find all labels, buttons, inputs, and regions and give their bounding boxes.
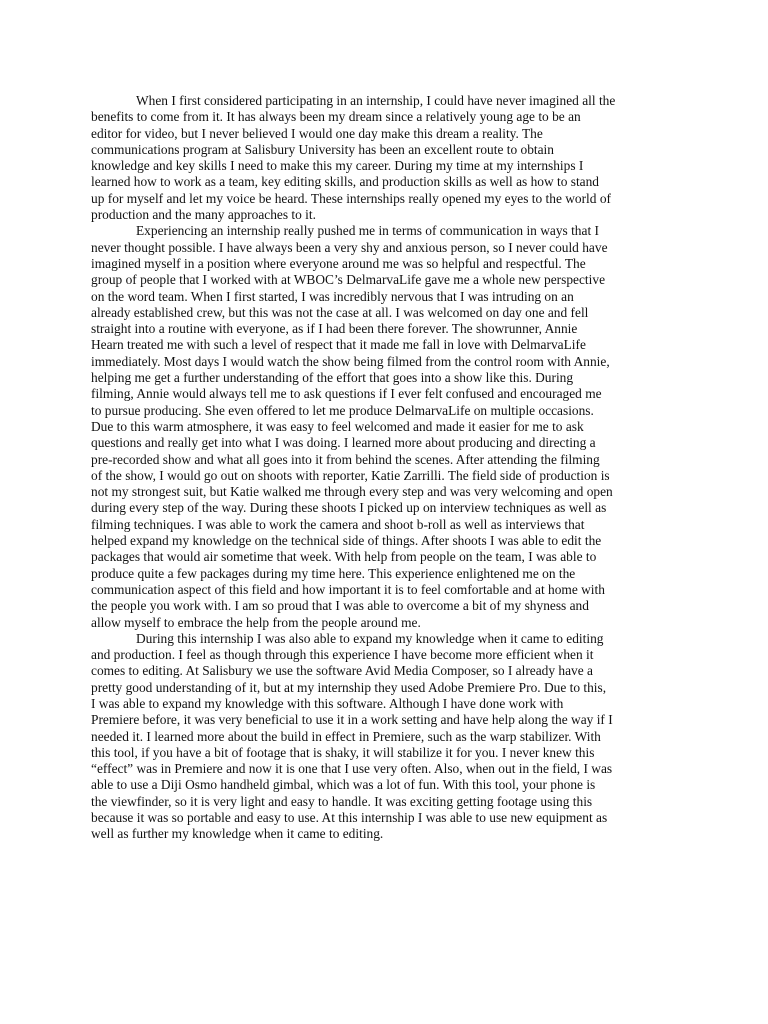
text-line: packages that would air sometime that week. With help from people on the team, I was able to — [91, 549, 597, 565]
text-line: Due to this warm atmosphere, it was easy to feel welcomed and made it easier for me to ask — [91, 418, 584, 434]
text-line: straight into a routine with everyone, as if I had been there forever. The showrunner, Annie — [91, 321, 578, 337]
text-line: not my strongest suit, but Katie walked me through every step and was very welcoming and open — [91, 484, 613, 500]
paragraph-first-line: When I first considered participating in an internship, I could have never imagined all the — [136, 93, 616, 108]
text-line: to pursue producing. She even offered to let me produce DelmarvaLife on multiple occasions. — [91, 402, 594, 418]
text-line: up for myself and let my voice be heard. These internships really opened my eyes to the world of — [91, 190, 611, 206]
text-line: during every step of the way. During these shoots I picked up on interview techniques as well as — [91, 500, 607, 516]
text-line: comes to editing. At Salisbury we use the software Avid Media Composer, so I already have a — [91, 663, 593, 679]
text-line: helped expand my knowledge on the technical side of things. After shoots I was able to edit the — [91, 533, 602, 549]
text-line: pre-recorded show and what all goes into it from behind the scenes. After attending the filming — [91, 451, 600, 467]
text-line: communications program at Salisbury University has been an excellent route to obtain — [91, 141, 554, 157]
text-line: I was able to expand my knowledge with this software. Although I have done work with — [91, 695, 564, 711]
text-line: communication aspect of this field and how important it is to feel comfortable and at home with — [91, 581, 605, 597]
text-line: never thought possible. I have always been a very shy and anxious person, so I never could have — [91, 239, 608, 255]
text-line: helping me get a further understanding of the effort that goes into a show like this. During — [91, 370, 574, 386]
text-line: the people you work with. I am so proud that I was able to overcome a bit of my shyness and — [91, 598, 589, 614]
text-line: on the word team. When I first started, I was incredibly nervous that I was intruding on an — [91, 288, 574, 304]
text-line: able to use a Diji Osmo handheld gimbal, which was a lot of fun. With this tool, your phone is — [91, 777, 596, 793]
text-line: production and the many approaches to it. — [91, 207, 316, 223]
text-line: allow myself to embrace the help from the people around me. — [91, 614, 421, 630]
text-line: Hearn treated me with such a level of respect that it made me fall in love with DelmarvaLife — [91, 337, 586, 353]
text-line: of the show, I would go out on shoots with reporter, Katie Zarrilli. The field side of production is — [91, 467, 610, 483]
essay-body — [91, 93, 691, 843]
text-line: editor for video, but I never believed I would one day make this dream a reality. The — [91, 125, 543, 141]
text-line: immediately. Most days I would watch the show being filmed from the control room with Annie, — [91, 353, 610, 369]
paragraph-first-line: During this internship I was also able to expand my knowledge when it came to editing — [136, 630, 604, 646]
text-line: “effect” was in Premiere and now it is one that I use very often. Also, when out in the field, I was — [91, 761, 613, 777]
text-line: produce quite a few packages during my time here. This experience enlightened me on the — [91, 565, 576, 581]
text-line: pretty good understanding of it, but at my internship they used Adobe Premiere Pro. Due to this, — [91, 679, 607, 695]
text-line: knowledge and key skills I need to make this my career. During my time at my internships I — [91, 158, 584, 174]
text-line: Premiere before, it was very beneficial to use it in a work setting and have help along the way if I — [91, 712, 613, 728]
text-line: the viewfinder, so it is very light and easy to handle. It was exciting getting footage using this — [91, 793, 593, 809]
text-line: well as further my knowledge when it came to editing. — [91, 826, 384, 842]
text-line: filming techniques. I was able to work the camera and shoot b-roll as well as interviews that — [91, 516, 585, 532]
text-line: and production. I feel as though through this experience I have become more efficient when it — [91, 647, 594, 663]
text-line: because it was so portable and easy to use. At this internship I was able to use new equipment as — [91, 810, 608, 826]
text-line: benefits to come from it. It has always been my dream since a relatively young age to be an — [91, 109, 581, 125]
text-line: already established crew, but this was not the case at all. I was welcomed on day one and fell — [91, 304, 589, 320]
text-line: questions and really get into what I was doing. I learned more about producing and directing a — [91, 435, 596, 451]
text-line: needed it. I learned more about the build in effect in Premiere, such as the warp stabilizer. With — [91, 728, 601, 744]
paragraph-first-line: Experiencing an internship really pushed me in terms of communication in ways that I — [136, 223, 599, 239]
text-line: learned how to work as a team, key editing skills, and production skills as well as how to stand — [91, 174, 600, 190]
text-line: group of people that I worked with at WBOC’s DelmarvaLife gave me a whole new perspective — [91, 272, 606, 288]
text-line: imagined myself in a position where everyone around me was so helpful and respectful. The — [91, 255, 586, 271]
text-line: this tool, if you have a bit of footage that is shaky, it will stabilize it for you. I never knew this — [91, 744, 595, 760]
text-line: filming, Annie would always tell me to ask questions if I ever felt confused and encouraged me — [91, 386, 602, 402]
